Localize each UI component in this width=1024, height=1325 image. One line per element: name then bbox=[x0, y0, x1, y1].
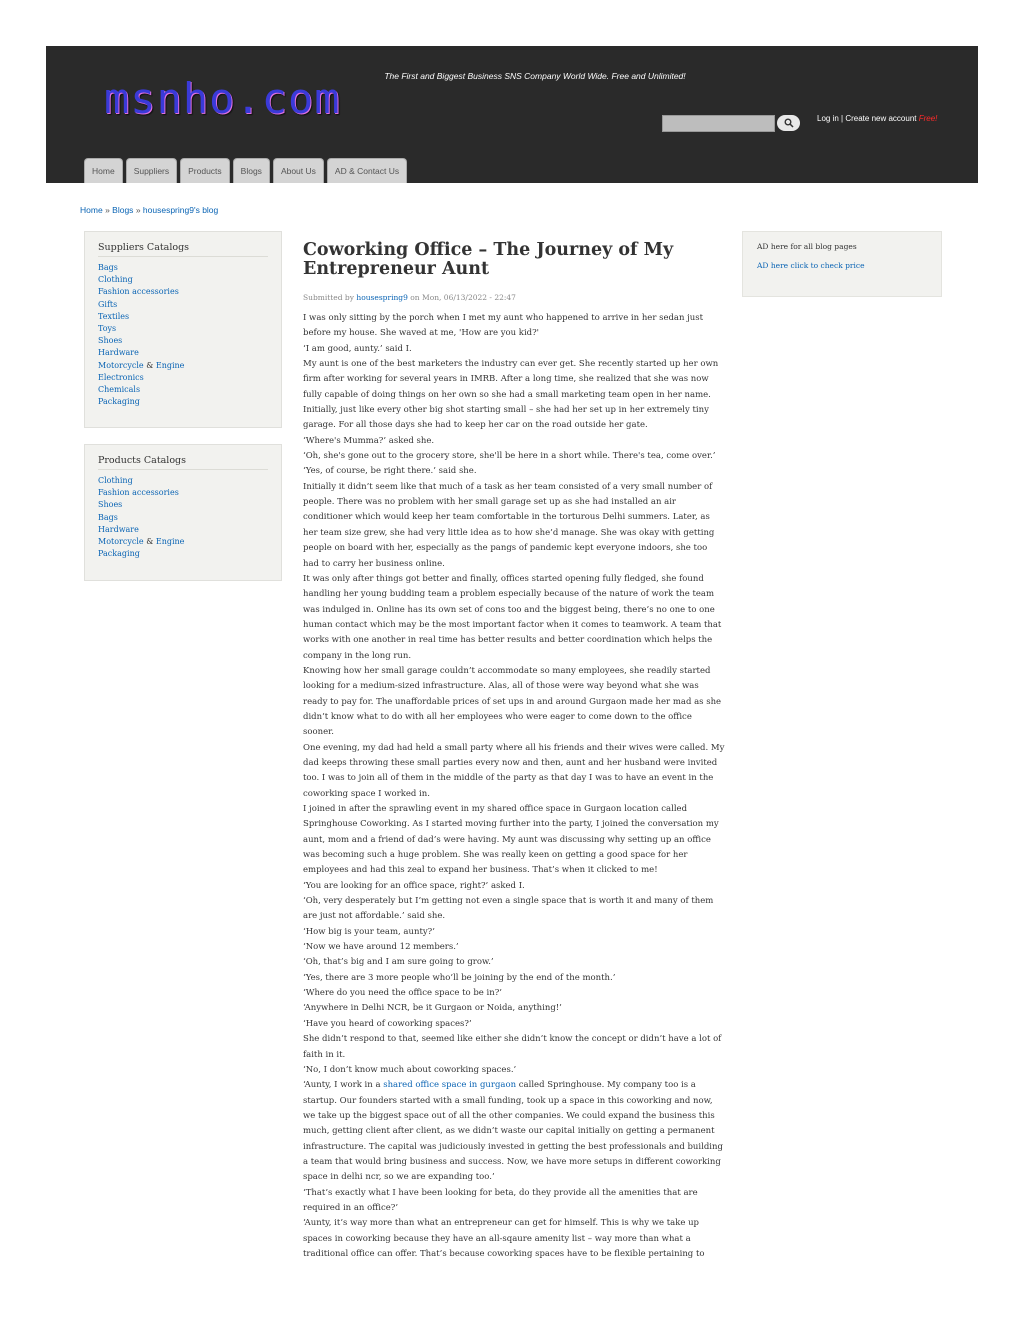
link-separator: | bbox=[841, 114, 844, 123]
submitted-date: on Mon, 06/13/2022 - 22:47 bbox=[410, 293, 516, 302]
free-label: Free! bbox=[918, 114, 938, 123]
catalog-link[interactable]: Hardware bbox=[98, 348, 139, 358]
tab-ad-contact[interactable]: AD & Contact Us bbox=[327, 158, 407, 183]
article-paragraph: One evening, my dad had held a small party where all his friends and their wives were called. My dad keeps throwing these small parties every now and then, aunt and her husband were invited too. I was to join all of them in the middle of the party as that day I was to have an event in the coworking space I worked in. bbox=[303, 742, 725, 799]
article-paragraph: ‘Where do you need the office space to be in?’ bbox=[303, 988, 502, 999]
catalog-link[interactable]: Gifts bbox=[98, 299, 118, 309]
catalog-link[interactable]: Hardware bbox=[98, 524, 139, 534]
catalog-link[interactable]: Toys bbox=[98, 324, 117, 334]
article-paragraph: I was only sitting by the porch when I met my aunt who happened to arrive in her sedan just before my house. She waved at me, 'How are you kid?' bbox=[303, 313, 704, 339]
catalog-link-engine[interactable]: Engine bbox=[155, 360, 185, 370]
catalog-link[interactable]: Clothing bbox=[98, 476, 133, 485]
breadcrumb-separator: » bbox=[105, 205, 110, 215]
catalog-link[interactable]: Shoes bbox=[98, 336, 123, 346]
site-slogan: The First and Biggest Business SNS Company World Wide. Free and Unlimited! bbox=[384, 71, 686, 81]
catalog-link[interactable]: Packaging bbox=[98, 549, 140, 559]
search-icon bbox=[784, 118, 794, 128]
catalog-link[interactable]: Packaging bbox=[98, 397, 140, 407]
article-paragraph: ‘You are looking for an office space, right?’ asked I. bbox=[303, 880, 525, 891]
article-paragraph: ‘That’s exactly what I have been looking for beta, do they provide all the amenities that are required in an office?’ bbox=[303, 1187, 698, 1213]
tab-suppliers[interactable]: Suppliers bbox=[126, 158, 177, 183]
tab-products[interactable]: Products bbox=[180, 158, 230, 183]
ampersand: & bbox=[146, 360, 154, 370]
catalog-link-motorcycle[interactable]: Motorcycle bbox=[98, 360, 144, 370]
article-paragraph: ‘Have you heard of coworking spaces?’ bbox=[303, 1018, 472, 1029]
ampersand: & bbox=[146, 537, 154, 547]
article-paragraph: ‘Oh, she's gone out to the grocery store, she'll be here in a short while. There's tea, come over.’ bbox=[303, 451, 716, 462]
article-paragraph: ‘I am good, aunty.’ said I. bbox=[303, 343, 412, 354]
article-paragraph: It was only after things got better and finally, offices started opening fully fledged, she found handling her young budding team a problem especially because of the nature of work the team was indulged in. Online has its own set of cons too and the biggest being, there’s no one to one human contact which may be the most important factor when it comes to teamwork. A team that works with one another in real time has better results and better coordination which helps the company in the long run. bbox=[303, 573, 722, 661]
catalog-link[interactable]: Shoes bbox=[98, 500, 123, 510]
article-paragraph: I joined in after the sprawling event in my shared office space in Gurgaon location called Springhouse Coworking. As I started moving further into the party, I joined the conversation my aunt, mom and a friend of dad’s were having. My aunt was discussing why setting up an office was becoming such a huge problem. She was really keen on getting a good space for her employees and had this zeal to expand her business. That’s when it clicked to me! bbox=[303, 804, 719, 876]
breadcrumb-home[interactable]: Home bbox=[80, 205, 103, 215]
products-catalog-block bbox=[84, 444, 282, 581]
catalog-link-row bbox=[98, 536, 268, 548]
catalog-link-engine[interactable]: Engine bbox=[155, 537, 185, 547]
article-paragraph: She didn’t respond to that, seemed like either she didn’t know the concept or didn’t have a lot of faith in it. bbox=[303, 1034, 722, 1060]
author-link[interactable]: housespring9 bbox=[356, 293, 408, 302]
article-paragraph: Knowing how her small garage couldn’t accommodate so many employees, she readily started looking for a medium-sized infrastructure. Alas, all of those were way beyond what she was ready to pay for. The unaffordable prices of set ups in and around Gurgaon made her mad as she didn’t know what to do with all her employees who were eager to come down to the office sooner. bbox=[303, 665, 722, 738]
paragraph-text: ‘Aunty, I work in a bbox=[303, 1080, 384, 1091]
account-links bbox=[817, 114, 937, 123]
catalog-link[interactable]: Clothing bbox=[98, 275, 133, 285]
suppliers-catalog-block bbox=[84, 231, 282, 428]
site-logo[interactable]: msnho.com bbox=[104, 74, 341, 123]
breadcrumb-separator: » bbox=[135, 205, 141, 215]
catalog-link[interactable]: Bags bbox=[98, 512, 118, 522]
article-paragraph-with-link bbox=[303, 1078, 725, 1185]
shared-office-link[interactable]: shared office space in gurgaon bbox=[383, 1080, 517, 1091]
catalog-link[interactable]: Bags bbox=[98, 263, 118, 272]
site-header bbox=[46, 46, 978, 183]
article-paragraph: ‘Yes, of course, be right there.’ said she. bbox=[303, 466, 477, 477]
tab-about-us[interactable]: About Us bbox=[273, 158, 324, 183]
submitted-prefix: Submitted by bbox=[303, 293, 354, 302]
catalog-link[interactable]: Fashion accessories bbox=[98, 488, 179, 498]
search-button[interactable] bbox=[777, 115, 800, 131]
breadcrumb-blogs[interactable]: Blogs bbox=[112, 205, 134, 215]
products-catalog-title: Products Catalogs bbox=[98, 455, 268, 470]
search-input[interactable] bbox=[662, 115, 775, 132]
create-account-link[interactable]: Create new account bbox=[845, 114, 917, 123]
article-paragraph: ‘Where's Mumma?’ asked she. bbox=[303, 435, 435, 446]
catalog-link[interactable]: Chemicals bbox=[98, 385, 141, 395]
ad-block bbox=[742, 231, 942, 297]
article-paragraph: Initially it didn’t seem like that much of a task as her team consisted of a very small number of people. There was no problem with her small garage set up as she had installed an air conditioner which would keep her team comfortable in the torturous Delhi summers. Later, as her team size grew, she had very little idea as to how she’d manage. She was okay with getting people on board with her, especially as the pangs of pandemic kept everyone indoors, she too had to carry her business online. bbox=[303, 481, 715, 569]
catalog-link-row bbox=[98, 360, 268, 372]
paragraph-text: called Springhouse. My company too is a startup. Our founders started with a small funding, took up a space in this coworking and now, we take up the biggest space out of all the other companies. We could expand the business this much, getting client after client, as we didn’t waste our capital initially on getting a permanent infrastructure. The capital was judiciously invested in getting the best professionals and building a team that would bring business and success. Now, we have more setups in different coworking space in delhi ncr, so we are expanding too.’ bbox=[303, 1080, 723, 1183]
article-paragraph: ‘Aunty, it’s way more than what an entrepreneur can get for himself. This is why we take up spaces in coworking because they have an all-sqaure amenity list – way more than what a traditional office can offer. That’s because coworking spaces have to be flexible pertaining to bbox=[303, 1218, 705, 1259]
tab-blogs[interactable]: Blogs bbox=[233, 158, 270, 183]
article-paragraph: ‘Oh, very desperately but I’m getting not even a single space that is worth it and many of them are just not affordable.’ said she. bbox=[303, 896, 714, 922]
suppliers-catalog-title: Suppliers Catalogs bbox=[98, 242, 268, 257]
article-paragraph: ‘How big is your team, aunty?’ bbox=[303, 926, 435, 937]
article-title: Coworking Office – The Journey of My Entrepreneur Aunt bbox=[303, 240, 674, 279]
catalog-link[interactable]: Textiles bbox=[98, 311, 130, 321]
tab-home[interactable]: Home bbox=[84, 158, 123, 183]
breadcrumb bbox=[80, 205, 218, 215]
submitted-line bbox=[303, 293, 725, 302]
login-link[interactable]: Log in bbox=[817, 114, 839, 123]
catalog-link[interactable]: Electronics bbox=[98, 372, 144, 382]
catalog-link[interactable]: Fashion accessories bbox=[98, 287, 179, 297]
article bbox=[303, 241, 725, 1262]
article-body bbox=[303, 311, 725, 1262]
article-paragraph: ‘Anywhere in Delhi NCR, be it Gurgaon or Noida, anything!’ bbox=[303, 1003, 562, 1014]
article-paragraph: My aunt is one of the best marketers the industry can ever get. She recently started up her own firm after working for several years in IMRB. After a long time, she realized that she was now fully capable of doing things on her own so she had a small marketing team open in her name. Initially, just like every other big shot starting small – she had her set up in her extremely tiny garage. For all those days she had to keep her car on the road outside her gate. bbox=[303, 359, 719, 431]
article-paragraph: ‘Yes, there are 3 more people who’ll be joining by the end of the month.’ bbox=[303, 972, 616, 983]
ad-link[interactable]: AD here click to check price bbox=[757, 261, 865, 270]
breadcrumb-user-blog[interactable]: housespring9's blog bbox=[142, 205, 219, 215]
catalog-link-motorcycle[interactable]: Motorcycle bbox=[98, 537, 144, 547]
main-nav bbox=[84, 158, 407, 183]
ad-title: AD here for all blog pages bbox=[757, 242, 857, 251]
article-paragraph: ‘No, I don’t know much about coworking spaces.’ bbox=[303, 1064, 517, 1075]
article-paragraph: ‘Oh, that’s big and I am sure going to grow.’ bbox=[303, 957, 494, 968]
article-paragraph: ‘Now we have around 12 members.’ bbox=[303, 942, 459, 953]
